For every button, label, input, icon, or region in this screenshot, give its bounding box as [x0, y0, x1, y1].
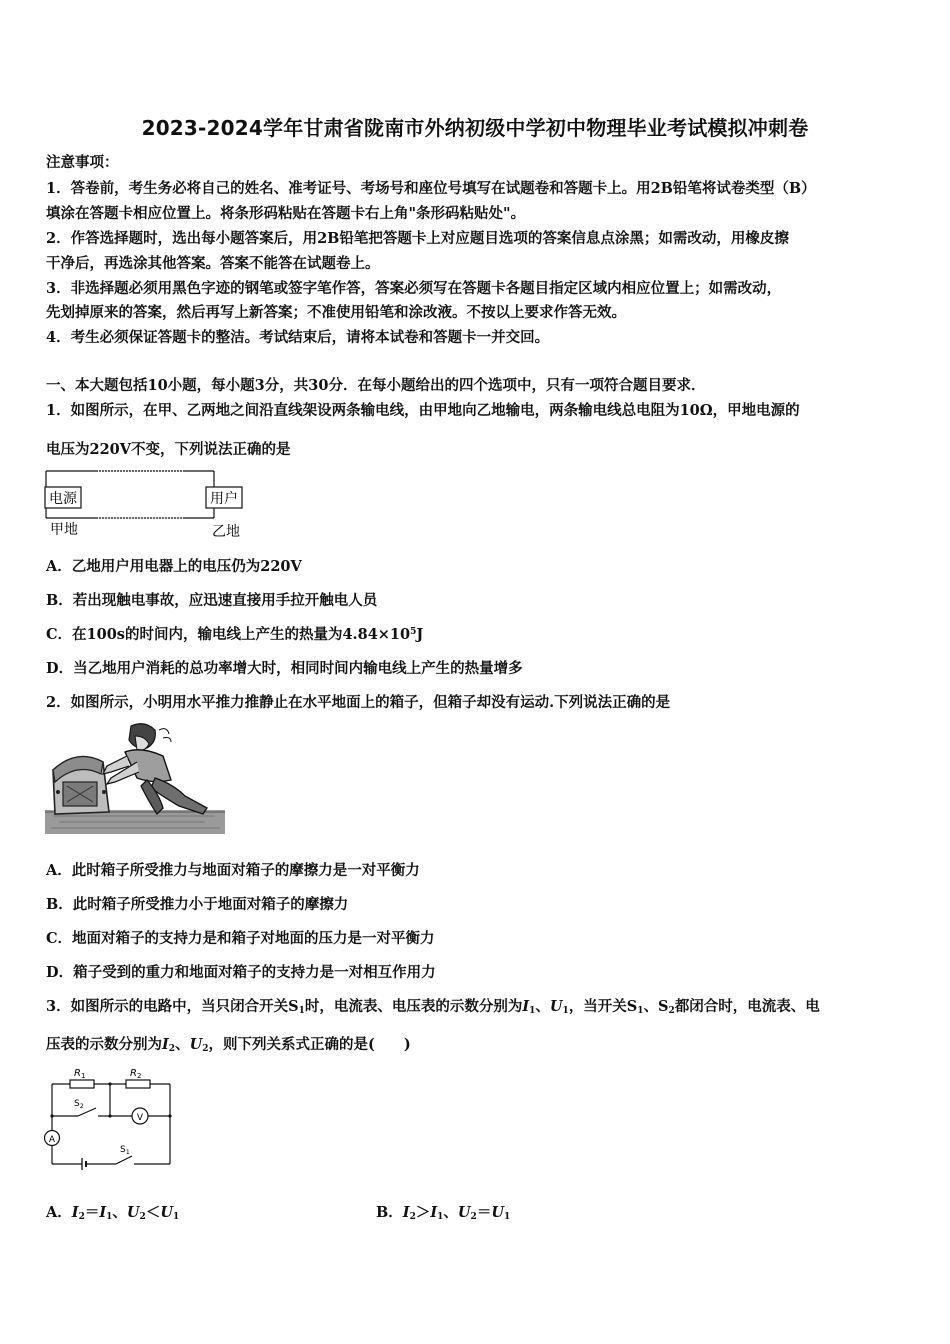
crate-icon: [53, 757, 109, 814]
place-b-label: 乙地: [212, 524, 240, 540]
section-heading: 一、本大题包括10小题，每小题3分，共30分．在每小题给出的四个选项中，只有一项符合题目要求．: [46, 377, 706, 394]
voltmeter-label: V: [136, 1113, 144, 1123]
boy-pushing-icon: [103, 724, 207, 814]
q1-option-b: B．若出现触电事故，应迅速直接用手拉开触电人员: [46, 592, 378, 609]
q3-option-b: B．$I_2>I_1$、$U_2=U_1$: [376, 1204, 511, 1222]
place-a-label: 甲地: [50, 522, 78, 538]
q2-option-d: D．箱子受到的重力和地面对箱子的支持力是一对相互作用力: [46, 964, 436, 981]
q3-stem-line1: 3．如图所示的电路中，当只闭合开关$S_1$时，电流表、电压表的示数分别为$I_1$、$U_1$，当开关$S_1$、$S_2$都闭合时，电流表、电: [46, 998, 820, 1016]
resistor-r1: [70, 1080, 94, 1088]
switch-s1: [116, 1156, 132, 1164]
q1-option-d: D．当乙地用户消耗的总功率增大时，相同时间内输电线上产生的热量增多: [46, 660, 523, 677]
q1-option-c: C．在100s的时间内，输电线上产生的热量为$4.84\times 10^5J$: [46, 626, 424, 643]
notice-heading: 注意事项：: [46, 154, 119, 171]
user-label: 用户: [210, 491, 238, 507]
q3-circuit-figure: [44, 1062, 179, 1172]
ammeter-label: A: [48, 1135, 56, 1145]
notice-line: 填涂在答题卡相应位置上。将条形码粘贴在答题卡右上角"条形码粘贴处"。: [46, 205, 526, 222]
notice-line: 干净后，再选涂其他答案。答案不能答在试题卷上。: [46, 255, 380, 272]
q1-stem-line1: 1．如图所示，在甲、乙两地之间沿直线架设两条输电线，由甲地向乙地输电，两条输电线总电阻为10Ω，甲地电源的: [46, 402, 800, 419]
q2-stem: 2．如图所示，小明用水平推力推静止在水平地面上的箱子，但箱子却没有运动.下列说法正确的是: [46, 694, 671, 711]
resistor-r2: [126, 1080, 150, 1088]
notice-line: 4．考生必须保证答题卡的整洁。考试结束后，请将本试卷和答题卡一并交回。: [46, 329, 550, 346]
q3-option-a: A．$I_2=I_1$、$U_2<U_1$: [46, 1204, 180, 1222]
notice-line: 1．答卷前，考生务必将自己的姓名、准考证号、考场号和座位号填写在试题卷和答题卡上。用2B铅笔将试卷类型（B）: [46, 180, 816, 197]
q3-stem-line2: 压表的示数分别为$I_2$、$U_2$，则下列关系式正确的是( ): [46, 1036, 411, 1054]
notice-line: 2．作答选择题时，选出每小题答案后，用2B铅笔把答题卡上对应题目选项的答案信息点涂黑；如需改动，用橡皮擦: [46, 230, 789, 247]
s2-label: $S_2$: [74, 1099, 84, 1110]
q2-option-b: B．此时箱子所受推力小于地面对箱子的摩擦力: [46, 896, 349, 913]
q1-option-a: A．乙地用户用电器上的电压仍为220V: [46, 558, 302, 575]
notice-line: 先划掉原来的答案，然后再写上新答案；不准使用铅笔和涂改液。不按以上要求作答无效。: [46, 304, 626, 321]
q2-option-c: C．地面对箱子的支持力是和箱子对地面的压力是一对平衡力: [46, 930, 435, 947]
q2-option-a: A．此时箱子所受推力与地面对箱子的摩擦力是一对平衡力: [46, 862, 420, 879]
power-source-label: 电源: [49, 491, 77, 507]
q1-stem-line2: 电压为220V不变，下列说法正确的是: [46, 441, 291, 458]
q2-pushing-box-figure: [45, 722, 225, 834]
r2-label: $R_2$: [130, 1068, 142, 1080]
notice-line: 3．非选择题必须用黑色字迹的钢笔或签字笔作答，答案必须写在答题卡各题目指定区域内相应位置上；如需改动，: [46, 280, 782, 297]
s1-label: $S_1$: [120, 1145, 130, 1156]
q1-transmission-figure: [44, 466, 254, 540]
page-title: 2023-2024学年甘肃省陇南市外纳初级中学初中物理毕业考试模拟冲刺卷: [141, 116, 809, 140]
r1-label: $R_1$: [74, 1068, 86, 1080]
